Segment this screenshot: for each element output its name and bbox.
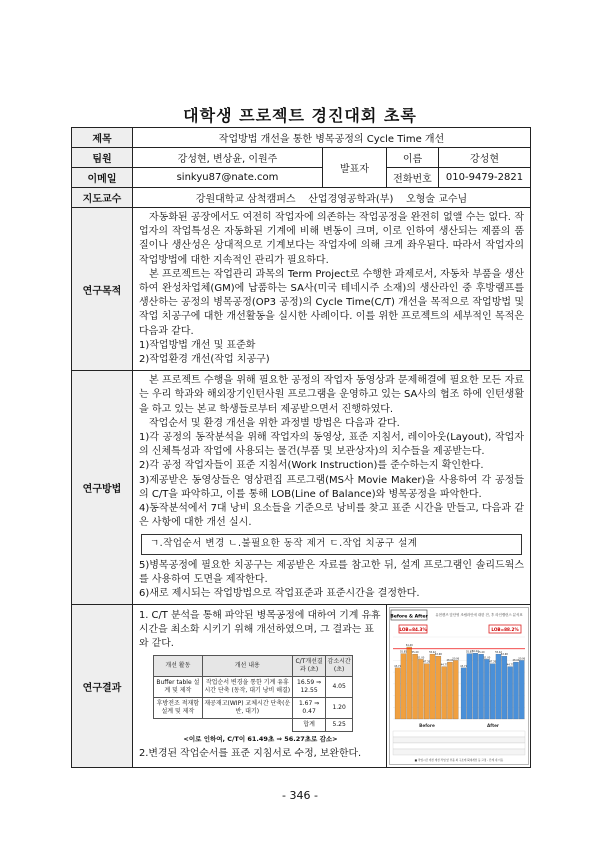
bar-value-label: 55.42 <box>495 651 502 655</box>
bar-value-label: 48.61 <box>512 659 520 663</box>
name-label: 이름 <box>387 148 439 168</box>
email-label: 이메일 <box>72 168 133 188</box>
bar-value-label: 55.40 <box>477 651 485 655</box>
method-step: 4)동작분석에서 7대 낭비 요소들을 기준으로 낭비를 찾고 표준 시간을 만들고, 다음과 같은 사항에 대한 개선 실시. <box>139 503 524 529</box>
purpose-item: 2)작업환경 개선(작업 치공구) <box>139 354 270 366</box>
bar-value-label: 61.49 <box>405 644 413 648</box>
chart-header: Before & After <box>390 614 428 620</box>
bar-value-label: 53.68 <box>500 653 508 657</box>
before-label: Before <box>419 723 435 729</box>
bar <box>478 654 483 719</box>
bar-value-label: 55.85 <box>399 650 407 654</box>
bar <box>490 664 495 719</box>
table-cell: 작업순서 변경을 통한 기계 유휴시간 단축 (동작, 대기 낭비 해결) <box>202 677 292 698</box>
bar <box>519 661 524 720</box>
bar-value-label: 50.06 <box>452 657 460 661</box>
title-label: 제목 <box>72 128 133 148</box>
result-item: 2.변경된 작업순서를 표준 지침서로 수정, 보완한다. <box>139 748 362 760</box>
lob-after-label: LOB=88.2% <box>491 627 519 633</box>
method-step: 1)각 공정의 동작분석을 위해 작업자의 동영상, 표준 지침서, 레이아웃(Layout), 작업자의 신체특성과 작업에 사용되는 물건(부품 및 보관상자)의 치수들을 제공받는다. <box>139 432 524 458</box>
lob-before-label: LOB=84.3% <box>399 627 427 633</box>
bar <box>513 662 518 719</box>
chart-cell <box>387 605 531 768</box>
bar-value-label: 43.71 <box>394 665 402 669</box>
bar <box>496 654 501 719</box>
table-cell: 1.20 <box>326 698 353 719</box>
project-title: 작업방법 개선을 통한 병목공정의 Cycle Time 개선 <box>133 128 531 148</box>
table-cell: 1.67 ⇒ 0.47 <box>292 698 325 719</box>
method-step: 5)병목공정에 필요한 치공구는 제공받은 자료를 참고한 뒤, 설계 프로그램인 솔리드웍스를 사용하여 도면을 제작한다. <box>139 559 524 585</box>
result-caption: <이로 인하여, C/T이 61.49초 ⇒ 56.27초로 감소> <box>183 735 338 744</box>
table-cell: 후방전조 적재함 설계 및 제작 <box>154 698 203 719</box>
result-label: 연구결과 <box>72 605 133 768</box>
table-header: 개선 내용 <box>202 656 292 677</box>
line-balance-chart <box>389 607 529 765</box>
bar-value-label: 44.77 <box>440 663 448 667</box>
bar-value-label: 51.00 <box>483 656 491 660</box>
data-strip-row <box>393 731 525 737</box>
bar-value-label: 55.85 <box>465 650 473 654</box>
table-header: 감소시간 (초) <box>326 656 353 677</box>
bar-value-label: 47.26 <box>489 660 497 664</box>
bar <box>484 660 489 720</box>
purpose-label: 연구목적 <box>72 208 133 371</box>
bar <box>401 654 406 719</box>
improvement-box: ㄱ.작업순서 변경 ㄴ.불필요한 동작 제거 ㄷ.작업 치공구 설계 <box>141 534 522 554</box>
method-paragraph: 본 프로젝트 수행을 위해 필요한 공정의 작업자 동영상과 문제해결에 필요한 모든 자료는 우리 학과와 해외장기인턴사원 프로그램을 운영하고 있는 SA사의 협조 하에 인턴생활을 하고 있는 본교 학생들로부터 제공받으면서 진행하였다. <box>139 375 524 415</box>
bar <box>473 653 478 719</box>
chart-title: 유현렌즈 앞단영 조립라인에 대한 전, 후 라인밸런스 분석표 <box>435 613 523 618</box>
bar-value-label: 48.61 <box>446 659 454 663</box>
table-total-label: 합계 <box>292 719 325 732</box>
bar <box>407 647 412 719</box>
method-step: 6)새로 제시되는 작업방법으로 작업표준과 표준시간을 결정한다. <box>139 588 420 600</box>
bar <box>424 664 429 719</box>
bar-value-label: 43.71 <box>460 665 468 669</box>
presenter-label: 발표자 <box>323 148 387 188</box>
purpose-paragraph: 본 프로젝트는 작업관리 과목의 Term Project로 수행한 과제로서, 자동차 부품을 생산하여 완성차업체(GM)에 납품하는 SA사(미국 테네시주 소재)의 생산라인 중 후방램프를 생산하는 공정의 병목공정(OP3 공정)의 Cycle Time(C/T) 개선을 목적으로 작업방법 및 작업 치공구에 대한 개선활동을 실시한 사례이다. 이를 위한 프로젝트의 세부적인 목적은 다음과 같다. <box>139 268 524 337</box>
table-header: C/T개선결과 (초) <box>292 656 325 677</box>
data-strip-row <box>393 743 525 749</box>
email-value: sinkyu87@nate.com <box>133 168 323 188</box>
table-cell: 16.59 ⇒ 12.55 <box>292 677 325 698</box>
method-label: 연구방법 <box>72 371 133 605</box>
team-members: 강성현, 변상윤, 이원주 <box>133 148 323 168</box>
team-label: 팀원 <box>72 148 133 168</box>
page-number: - 346 - <box>282 789 318 802</box>
abstract-table <box>71 127 531 768</box>
bar <box>418 660 423 720</box>
result-item: 1. C/T 분석을 통해 파악된 병목공정에 대하여 기계 유휴시간을 최소화 시키기 위해 개선하였으며, 그 결과는 표와 같다. <box>139 610 381 650</box>
bar <box>461 668 466 719</box>
phone-label: 전화번호 <box>387 168 439 188</box>
bar-value-label: 50.06 <box>518 657 526 661</box>
purpose-item: 1)작업방법 개선 및 표준화 <box>139 339 256 351</box>
table-total-value: 5.25 <box>326 719 353 732</box>
bar <box>430 654 435 719</box>
method-step: 3)제공받은 동영상들은 영상편집 프로그램(MS사 Movie Maker)을 사용하여 각 공정들의 C/T을 파악하고, 이를 통해 LOB(Line of Balance)와 병목공정을 파악한다. <box>139 474 524 500</box>
bar <box>442 667 447 719</box>
advisor-label: 지도교수 <box>72 188 133 208</box>
bar-value-label: 55.40 <box>411 651 419 655</box>
advisor-value: 강원대학교 삼척캠퍼스 산업경영공학과(부) 오형술 교수님 <box>133 188 531 208</box>
bar <box>453 661 458 720</box>
table-header: 개선 활동 <box>154 656 203 677</box>
table-cell: 4.05 <box>326 677 353 698</box>
bar <box>447 662 452 719</box>
table-cell: Buffer table 설계 및 제작 <box>154 677 203 698</box>
data-strip-row <box>393 737 525 743</box>
method-section <box>133 371 531 605</box>
presenter-name: 강성현 <box>439 148 531 168</box>
page-title: 대학생 프로젝트 경진대회 초록 <box>183 106 417 125</box>
bar-value-label: 51.00 <box>417 656 425 660</box>
purpose-section <box>133 208 531 371</box>
method-step: 2)각 공정 작업자들이 표준 지침서(Work Instruction)를 준수하는지 확인한다. <box>139 460 484 472</box>
result-section <box>133 605 387 768</box>
bar <box>395 668 400 719</box>
bar-value-label: 55.42 <box>429 651 436 655</box>
phone-value: 010-9479-2821 <box>439 168 531 188</box>
table-cell: 재공재고(WIP) 교체시간 단축(운반, 대기) <box>202 698 292 719</box>
bar-value-label: 53.68 <box>434 653 442 657</box>
bar <box>467 654 472 719</box>
bar-value-label: 56.27 <box>471 650 479 654</box>
bar <box>412 654 417 719</box>
result-table <box>153 655 353 732</box>
data-strip-row <box>393 749 525 755</box>
bar-value-label: 44.77 <box>506 663 514 667</box>
after-label: After <box>487 723 499 729</box>
method-paragraph: 작업순서 및 환경 개선을 위한 과정별 방법은 다음과 같다. <box>149 417 400 429</box>
bar <box>508 667 513 719</box>
purpose-paragraph: 자동화된 공장에서도 여전히 작업자에 의존하는 작업공정을 완전히 없앨 수는 없다. 작업자의 작업특성은 자동화된 기계에 비해 변동이 크며, 이로 인하여 생산되는 제품의 품질이나 생산성은 상대적으로 기계보다는 작업자에 의해 크게 좌우된다. 따라서 작업자의 작업방법에 대한 지속적인 관리가 필요하다. <box>139 212 524 266</box>
chart-footer: ■ 작업시간 개선 개선 작업 앞 부품 외 구조에 확대개선 등 고정 - 단계 내 이동 <box>414 759 504 763</box>
bar-value-label: 47.26 <box>423 660 431 664</box>
